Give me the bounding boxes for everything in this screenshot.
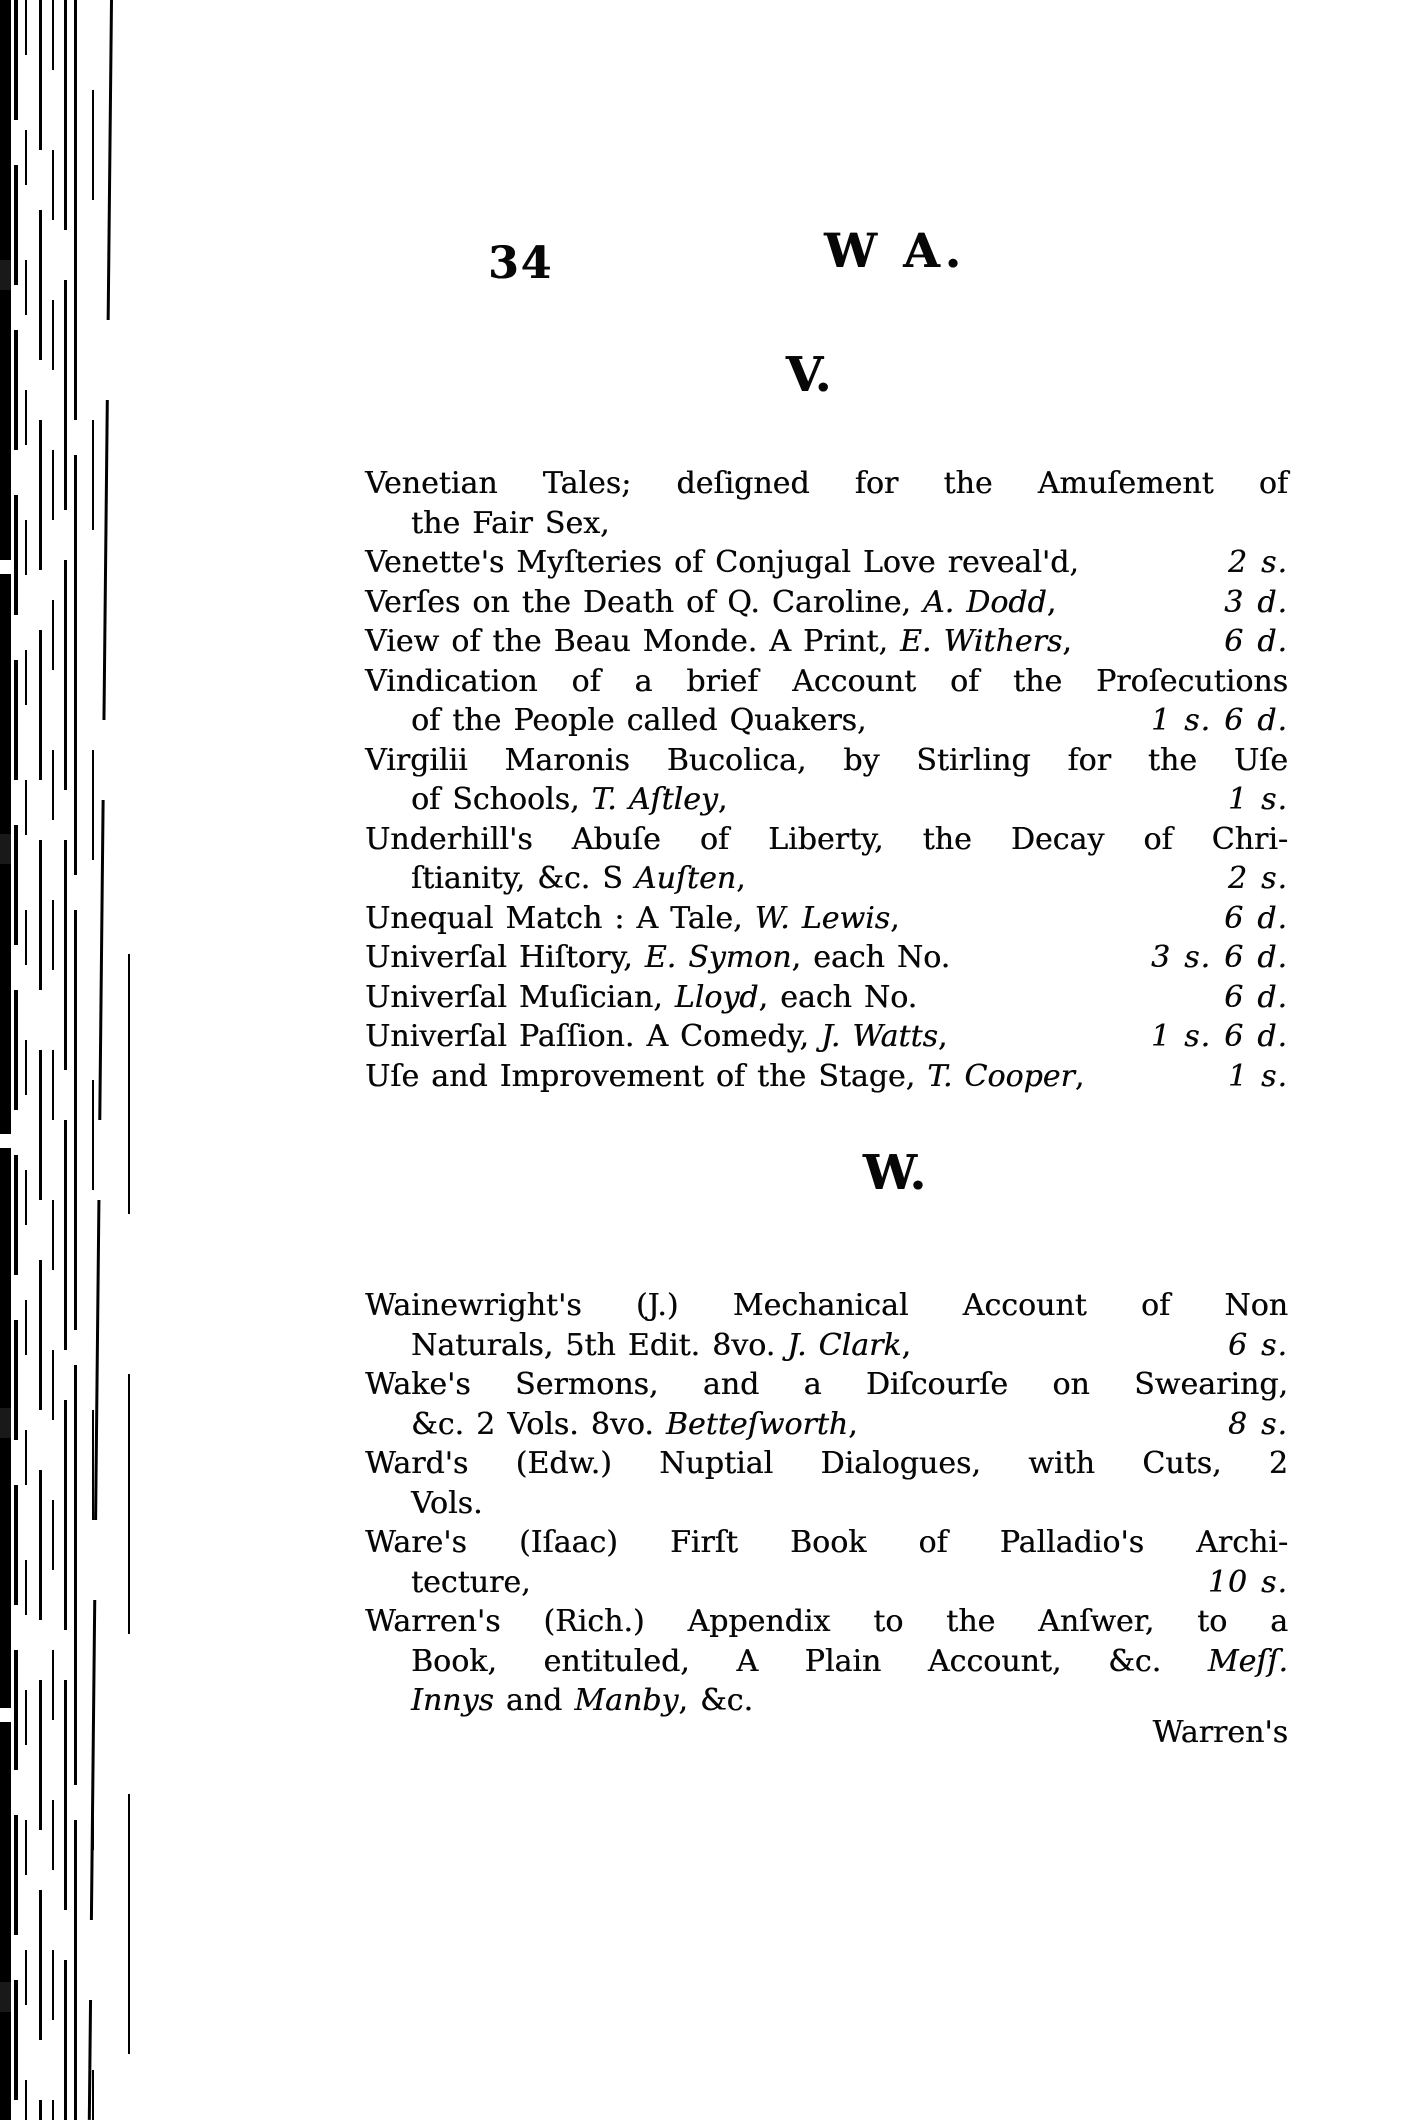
publisher-name: A. Dodd — [922, 584, 1047, 620]
scan-artifact-line — [52, 0, 54, 2120]
catalog-entry-line — [365, 741, 1288, 781]
entry-text — [365, 822, 1288, 857]
section-v-entries — [365, 464, 1288, 1096]
entry-text-segment: Ware's (Iſaac) Firſt Book of Palladio's Archi- — [365, 1525, 1288, 1560]
running-header: W A. — [824, 224, 966, 279]
scan-artifact-line — [128, 954, 130, 2120]
entry-text-segment: , — [1062, 624, 1072, 659]
scan-artifact-line — [14, 0, 18, 2120]
price: 1 s. — [1227, 1058, 1288, 1094]
catalog-entry-line — [365, 1563, 1288, 1603]
publisher-name: T. Cooper — [927, 1058, 1075, 1094]
entry-text — [411, 1326, 911, 1366]
catalog-entry-line — [365, 978, 1288, 1018]
entry-text-segment: Univerſal Paſſion. A Comedy, — [365, 1019, 822, 1054]
catalog-entry-line — [365, 1017, 1288, 1057]
price: 6 s. — [1227, 1327, 1288, 1363]
entry-text-segment: Venette's Myſteries of Conjugal Love reveal'd, — [365, 545, 1079, 580]
price: 2 s. — [1227, 861, 1288, 896]
entry-text — [365, 1017, 947, 1057]
entry-text — [365, 938, 950, 978]
entry-text — [365, 583, 1056, 623]
catalog-entry-line — [365, 1602, 1288, 1642]
entry-text — [411, 1563, 531, 1603]
entry-text-segment: Ward's (Edw.) Nuptial Dialogues, with Cuts, 2 — [365, 1446, 1288, 1481]
entry-text-segment: Virgilii Maronis Bucolica, by Stirling for the Uſe — [365, 742, 1288, 778]
entry-text-segment: , — [1074, 1058, 1085, 1094]
entry-text-segment: , — [717, 782, 728, 817]
section-heading-v: V. — [785, 347, 832, 403]
entry-text-segment: Univerſal Hiſtory, — [365, 940, 645, 975]
text-block — [365, 348, 1288, 1750]
entry-text — [411, 701, 867, 741]
scan-artifact-line — [88, 0, 113, 2120]
scan-artifact-line — [39, 0, 42, 2120]
publisher-name: Meſſ. — [1207, 1643, 1288, 1679]
entry-text-segment: Book, entituled, A Plain Account, &c. — [411, 1643, 1208, 1679]
entry-text-segment: of Schools, — [411, 782, 592, 817]
scan-artifact-line — [0, 0, 11, 2120]
price: 3 d. — [1224, 584, 1288, 620]
catalog-entry-line — [365, 1057, 1288, 1097]
entry-text-segment: , — [1046, 584, 1057, 620]
entry-text-segment: Unequal Match : A Tale, — [365, 900, 755, 936]
entry-text-segment: Univerſal Muſician, — [365, 979, 675, 1015]
catalog-entry-line — [365, 1444, 1288, 1484]
entry-text-segment: Underhill's Abuſe of Liberty, the Decay of Chri- — [365, 821, 1288, 857]
catalog-entry-line — [365, 701, 1288, 741]
catalog-entry-line — [365, 859, 1288, 899]
entry-text — [365, 899, 900, 939]
entry-text-segment: , — [848, 1406, 858, 1442]
price: 1 s. 6 d. — [1151, 1019, 1288, 1054]
price: 1 s. 6 d. — [1151, 703, 1288, 738]
price: 6 d. — [1224, 900, 1288, 936]
entry-text-segment: Wake's Sermons, and a Diſcourſe on Swearing, — [365, 1367, 1288, 1402]
entry-text-segment: , each No. — [758, 979, 918, 1015]
entry-text-segment: Verſes on the Death of Q. Caroline, — [365, 584, 923, 620]
section-w-entries — [365, 1286, 1288, 1721]
publisher-name: J. Clark — [787, 1327, 902, 1363]
entry-text — [365, 743, 1288, 778]
catalog-entry-line — [365, 820, 1288, 860]
entry-text-segment: , &c. — [678, 1683, 754, 1718]
price: 6 d. — [1224, 624, 1288, 659]
publisher-name: E. Withers — [900, 624, 1063, 659]
catalog-entry-line — [365, 1405, 1288, 1445]
entry-text — [365, 1525, 1288, 1560]
scan-artifact-line — [25, 0, 27, 2120]
catalog-entry-line — [365, 662, 1288, 702]
entry-text-segment: Wainewright's (J.) Mechanical Account of Non — [365, 1288, 1288, 1323]
catalog-entry-line — [365, 1286, 1288, 1326]
catalog-entry-line — [365, 1642, 1288, 1682]
catalog-entry-line — [365, 504, 1288, 544]
catalog-entry-line — [365, 1484, 1288, 1524]
catalog-entry-line — [365, 938, 1288, 978]
entry-text — [411, 1405, 858, 1445]
entry-text-segment: View of the Beau Monde. A Print, — [365, 624, 901, 659]
entry-text-segment: of the People called Quakers, — [411, 703, 867, 738]
entry-text — [365, 664, 1288, 699]
price: 2 s. — [1227, 545, 1288, 580]
entry-text — [411, 1683, 753, 1718]
scan-artifact-line — [64, 0, 67, 2120]
publisher-name: Betteſworth — [665, 1406, 849, 1442]
entry-text — [411, 506, 610, 541]
entry-text-segment: , each No. — [791, 940, 951, 975]
entry-text-segment: the Fair Sex, — [411, 505, 610, 541]
entry-text — [411, 1644, 1288, 1679]
entry-text-segment: Uſe and Improvement of the Stage, — [365, 1058, 928, 1094]
publisher-name: Lloyd — [674, 979, 759, 1015]
entry-text-segment: tecture, — [411, 1564, 531, 1600]
entry-text — [365, 1057, 1084, 1097]
entry-text — [365, 622, 1072, 662]
catalog-entry-line — [365, 1523, 1288, 1563]
price: 3 s. 6 d. — [1151, 940, 1288, 975]
catalog-entry-line — [365, 899, 1288, 939]
catalog-entry-line — [365, 1365, 1288, 1405]
catchword: Warren's — [1152, 1714, 1288, 1750]
entry-text-segment: , — [736, 861, 746, 896]
entry-text — [365, 1446, 1288, 1481]
entry-text-segment: &c. 2 Vols. 8vo. — [411, 1406, 666, 1442]
price: 10 s. — [1207, 1564, 1288, 1600]
entry-text — [365, 1367, 1288, 1402]
entry-text — [365, 466, 1288, 501]
entry-text-segment: and — [493, 1683, 575, 1718]
catalog-entry-line — [365, 622, 1288, 662]
entry-text-segment: ſtianity, &c. S — [411, 861, 635, 896]
entry-text-segment: Naturals, 5th Edit. 8vo. — [411, 1327, 788, 1363]
publisher-name: J. Watts — [821, 1019, 938, 1054]
entry-text — [411, 1486, 483, 1521]
publisher-name: Manby — [574, 1683, 679, 1718]
catalog-entry-line — [365, 583, 1288, 623]
publisher-name: Innys — [411, 1683, 494, 1718]
catalog-entry-line — [365, 780, 1288, 820]
entry-text — [411, 780, 727, 820]
scan-artifact-line — [74, 0, 77, 2120]
entry-text — [365, 543, 1079, 583]
catalog-entry-line — [365, 464, 1288, 504]
entry-text — [365, 978, 917, 1018]
publisher-name: T. Aſtley — [591, 782, 718, 817]
entry-text-segment: Vols. — [411, 1485, 483, 1521]
publisher-name: E. Symon — [644, 940, 792, 975]
entry-text-segment: Venetian Tales; deſigned for the Amuſement of — [365, 466, 1288, 501]
entry-text-segment: Warren's (Rich.) Appendix to the Anſwer, to a — [365, 1604, 1288, 1639]
entry-text — [365, 1604, 1288, 1639]
price: 8 s. — [1227, 1406, 1288, 1442]
publisher-name: Auſten — [634, 861, 737, 896]
publisher-name: W. Lewis — [754, 900, 891, 936]
scan-artifact-line — [92, 0, 94, 2120]
price: 1 s. — [1227, 782, 1288, 817]
entry-text — [411, 859, 746, 899]
entry-text-segment: , — [890, 900, 900, 936]
entry-text-segment: , — [901, 1327, 912, 1363]
section-heading-w: W. — [862, 1145, 927, 1201]
catalog-entry-line — [365, 1326, 1288, 1366]
entry-text — [365, 1288, 1288, 1323]
catalog-entry-line — [365, 543, 1288, 583]
entry-text-segment: , — [937, 1019, 948, 1054]
entry-text-segment: Vindication of a brief Account of the Proſecutions — [365, 663, 1288, 699]
page-number: 34 — [488, 238, 554, 289]
price: 6 d. — [1224, 979, 1288, 1015]
